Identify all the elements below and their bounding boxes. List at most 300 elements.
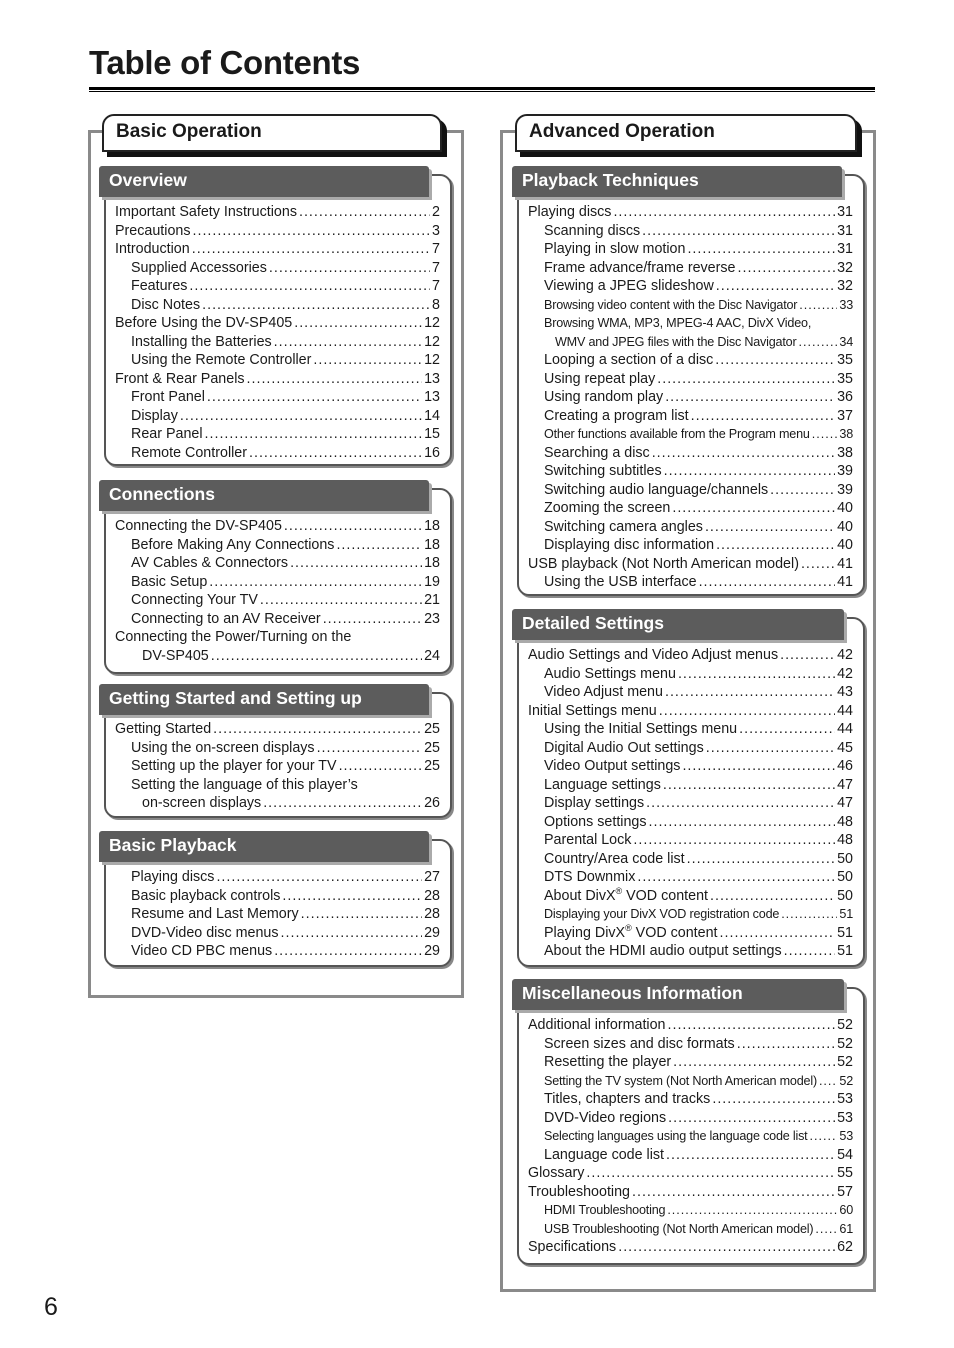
toc-entry-text: Glossary — [528, 1165, 585, 1181]
toc-entry-title — [544, 757, 680, 776]
toc-entry-title — [544, 240, 685, 259]
toc-entry-title — [544, 222, 640, 241]
toc-entry-page: 7 — [432, 259, 440, 276]
toc-entry-page: 43 — [837, 684, 853, 700]
toc-entry-title — [544, 388, 663, 407]
toc-entry — [528, 757, 853, 776]
toc-entry — [115, 573, 440, 592]
title-rule — [89, 87, 875, 92]
toc-entry-page: 19 — [424, 573, 440, 590]
entry-list — [115, 720, 440, 813]
dot-leader — [652, 444, 835, 463]
dot-leader — [263, 794, 422, 813]
toc-entry-page: 47 — [837, 776, 853, 793]
dot-leader — [317, 739, 423, 758]
toc-entry-page: 48 — [837, 813, 853, 830]
toc-entry — [528, 536, 853, 555]
toc-entry-title — [131, 610, 321, 629]
toc-entry-text: Introduction — [115, 241, 190, 257]
toc-entry-page: 45 — [837, 739, 853, 756]
toc-entry — [528, 1183, 853, 1202]
toc-entry — [115, 905, 440, 924]
dot-leader — [812, 425, 838, 444]
toc-entry-page: 25 — [424, 721, 440, 737]
toc-entry-title — [115, 517, 282, 536]
dot-leader — [180, 407, 422, 426]
toc-entry — [528, 1164, 853, 1183]
toc-entry-text: Connecting the DV-SP405 — [115, 518, 282, 534]
toc-entry-title — [131, 444, 247, 463]
toc-entry — [528, 333, 853, 352]
toc-entry — [528, 813, 853, 832]
dot-leader — [666, 1146, 835, 1165]
dot-leader — [678, 665, 835, 684]
toc-entry-title — [544, 776, 661, 795]
toc-entry — [528, 739, 853, 758]
toc-entry-page: 3 — [432, 222, 440, 239]
dot-leader — [336, 536, 422, 555]
toc-entry-text: Playing discs — [131, 869, 215, 885]
dot-leader — [691, 407, 835, 426]
part-label-advanced-operation: Advanced Operation — [515, 114, 857, 152]
toc-entry-page: 57 — [837, 1183, 853, 1200]
toc-entry-title — [544, 444, 650, 463]
toc-entry-title — [544, 296, 797, 315]
toc-entry-title — [544, 665, 676, 684]
dot-leader — [339, 757, 423, 776]
toc-entry-text: Rear Panel — [131, 426, 203, 442]
toc-entry-text: Resetting the player — [544, 1054, 672, 1070]
toc-entry — [528, 1053, 853, 1072]
toc-entry-text: Setting the TV system (Not North American model) — [544, 1073, 817, 1088]
dot-leader — [819, 1072, 837, 1091]
toc-entry-page: 55 — [837, 1165, 853, 1181]
toc-entry-page: 18 — [424, 518, 440, 534]
toc-entry-text: Switching subtitles — [544, 463, 662, 479]
toc-entry-text: Setting up the player for your TV — [131, 758, 337, 774]
toc-entry-text: Searching a disc — [544, 444, 650, 461]
toc-entry-page: 39 — [837, 481, 853, 498]
dot-leader — [299, 203, 430, 222]
toc-entry-page: 50 — [837, 850, 853, 867]
toc-entry-text: Troubleshooting — [528, 1183, 630, 1200]
section-playback-techniques — [512, 166, 865, 596]
toc-entry-text: Supplied Accessories — [131, 259, 267, 276]
toc-entry-text: Important Safety Instructions — [115, 204, 297, 220]
toc-entry — [115, 887, 440, 906]
toc-entry-page: 40 — [837, 537, 853, 553]
toc-entry — [528, 1220, 853, 1239]
toc-entry-page: 27 — [424, 869, 440, 885]
toc-entry-page: 31 — [837, 222, 853, 239]
dot-leader — [739, 720, 835, 739]
toc-entry-title — [131, 591, 258, 610]
toc-entry-page: 42 — [837, 647, 853, 663]
dot-leader — [801, 555, 835, 574]
toc-entry-title — [544, 942, 782, 961]
toc-entry-text: HDMI Troubleshooting — [544, 1203, 666, 1217]
dot-leader — [274, 942, 422, 961]
toc-entry-text: Playing in slow motion — [544, 241, 686, 257]
toc-entry-page: 46 — [837, 758, 853, 774]
toc-entry-text: Video CD PBC menus — [131, 943, 273, 959]
dot-leader — [649, 813, 836, 832]
toc-entry-title — [131, 573, 207, 592]
toc-entry-title — [544, 259, 736, 278]
toc-entry — [528, 1127, 853, 1146]
toc-entry-text: Other functions available from the Program menu — [544, 427, 810, 441]
toc-entry-title — [528, 702, 657, 721]
toc-entry — [115, 222, 440, 241]
toc-entry-page: 53 — [837, 1109, 853, 1126]
dot-leader — [687, 850, 835, 869]
toc-entry-title — [131, 296, 200, 315]
toc-entry — [528, 702, 853, 721]
toc-entry-title — [528, 555, 799, 574]
toc-entry — [115, 610, 440, 629]
toc-entry-text: Video Adjust menu — [544, 684, 663, 700]
toc-entry — [115, 333, 440, 352]
toc-entry-text: Language code list — [544, 1146, 665, 1163]
toc-entry-page: 41 — [837, 574, 853, 590]
toc-entry-page: 39 — [837, 463, 853, 479]
dot-leader — [665, 388, 835, 407]
toc-entry-page: 23 — [424, 610, 440, 627]
toc-entry-page: 41 — [837, 555, 853, 572]
toc-entry — [115, 794, 440, 813]
toc-entry-text: Zooming the screen — [544, 500, 671, 516]
toc-entry-text: Features — [131, 278, 188, 294]
toc-entry-title — [544, 1201, 665, 1220]
toc-entry-text: Connecting the Power/Turning on the — [115, 629, 352, 645]
dot-leader — [668, 1109, 835, 1128]
toc-entry-title — [544, 1127, 807, 1146]
toc-entry-text: on-screen displays — [142, 795, 262, 811]
toc-entry — [528, 203, 853, 222]
toc-entry — [528, 683, 853, 702]
toc-entry-page: 38 — [837, 444, 853, 461]
toc-entry-text: Browsing video content with the Disc Navigator — [544, 297, 798, 312]
toc-entry-text: Connecting to an AV Receiver — [131, 610, 321, 627]
toc-entry-page: 13 — [424, 370, 440, 387]
dot-leader — [809, 1127, 837, 1146]
toc-entry-text: Display — [131, 407, 178, 424]
dot-leader — [705, 518, 835, 537]
toc-entry-title — [142, 794, 261, 813]
dot-leader — [637, 868, 835, 887]
toc-entry-text: Disc Notes — [131, 296, 201, 313]
toc-entry-title — [544, 1109, 666, 1128]
toc-entry-text: Frame advance/frame reverse — [544, 259, 736, 276]
dot-leader — [216, 868, 422, 887]
toc-entry-text: USB playback (Not North American model) — [528, 555, 799, 572]
toc-entry-text: Basic playback controls — [131, 887, 281, 904]
toc-entry-text: DVD-Video regions — [544, 1109, 667, 1126]
toc-entry-page: 14 — [424, 407, 440, 424]
toc-entry-page: 51 — [837, 943, 853, 959]
toc-entry — [528, 555, 853, 574]
toc-entry-page: 21 — [424, 592, 440, 608]
dot-leader — [738, 259, 836, 278]
toc-entry — [115, 259, 440, 278]
toc-entry-page: 35 — [837, 370, 853, 387]
toc-entry-text: Displaying your DivX VOD registration code — [544, 907, 780, 921]
toc-entry-title — [544, 536, 714, 555]
section-tab-miscellaneous: Miscellaneous Information — [512, 979, 844, 1010]
toc-entry-title — [544, 1035, 735, 1054]
dot-leader — [716, 536, 835, 555]
toc-entry-title — [544, 720, 737, 739]
toc-entry — [528, 277, 853, 296]
toc-entry — [528, 222, 853, 241]
toc-entry — [528, 1146, 853, 1165]
toc-entry-title — [131, 333, 272, 352]
toc-entry-text: Creating a program list — [544, 407, 689, 424]
toc-entry-page: 13 — [424, 389, 440, 405]
toc-entry-page: 24 — [424, 647, 440, 664]
toc-entry-title — [115, 720, 211, 739]
dot-leader — [209, 573, 422, 592]
toc-entry-page: 36 — [837, 389, 853, 405]
toc-entry-title — [115, 370, 245, 389]
toc-entry — [528, 868, 853, 887]
toc-entry — [115, 776, 440, 795]
toc-entry-text: WMV and JPEG files with the Disc Navigator — [555, 334, 797, 349]
section-detailed-settings — [512, 609, 865, 967]
dot-leader — [193, 222, 431, 241]
toc-entry — [528, 1072, 853, 1091]
entry-list — [115, 203, 440, 462]
toc-entry — [528, 444, 853, 463]
toc-entry-text: Using repeat play — [544, 370, 656, 387]
dot-leader — [659, 702, 835, 721]
toc-entry-page: 35 — [837, 352, 853, 368]
toc-entry-title — [115, 240, 190, 259]
toc-entry-text: Using the Initial Settings menu — [544, 721, 738, 737]
dot-leader — [260, 591, 422, 610]
toc-entry — [528, 481, 853, 500]
dot-leader — [247, 370, 423, 389]
dot-leader — [313, 351, 422, 370]
toc-entry-text: Using the USB interface — [544, 574, 697, 590]
section-tab-detailed-settings: Detailed Settings — [512, 609, 844, 640]
registered-mark: ® — [625, 922, 632, 933]
toc-entry-text: AV Cables & Connectors — [131, 555, 289, 571]
dot-leader — [323, 610, 422, 629]
toc-entry-title — [544, 1146, 664, 1165]
toc-entry-page: 53 — [837, 1091, 853, 1107]
toc-entry-title — [544, 850, 685, 869]
toc-entry-text: Display settings — [544, 795, 645, 811]
toc-entry — [528, 462, 853, 481]
toc-entry — [115, 277, 440, 296]
toc-entry — [115, 425, 440, 444]
toc-entry-page: 18 — [424, 536, 440, 553]
toc-entry-text: Audio Settings and Video Adjust menus — [528, 647, 779, 663]
toc-entry-text: Initial Settings menu — [528, 702, 657, 719]
toc-entry-text: Specifications — [528, 1239, 617, 1255]
toc-entry — [528, 1109, 853, 1128]
toc-entry-text: Playing DivX — [544, 924, 626, 941]
toc-entry — [528, 905, 853, 924]
dot-leader — [613, 203, 835, 222]
dot-leader — [301, 905, 422, 924]
toc-entry — [528, 370, 853, 389]
toc-entry-title — [115, 203, 297, 222]
toc-entry — [115, 720, 440, 739]
dot-leader — [663, 776, 835, 795]
toc-entry-page: 50 — [837, 869, 853, 885]
toc-entry-text: Remote Controller — [131, 444, 248, 461]
section-tab-getting-started: Getting Started and Setting up — [99, 684, 429, 715]
toc-entry-page: 28 — [424, 906, 440, 922]
toc-entry-title — [131, 905, 299, 924]
toc-entry-title — [131, 388, 205, 407]
toc-entry-title — [528, 1238, 616, 1257]
toc-entry — [115, 739, 440, 758]
toc-entry-page: 52 — [839, 1073, 853, 1088]
toc-entry-title — [131, 351, 311, 370]
dot-leader — [202, 296, 430, 315]
toc-entry-text: About DivX — [544, 887, 616, 904]
toc-entry-title — [528, 203, 611, 222]
dot-leader — [673, 1053, 835, 1072]
toc-entry — [528, 351, 853, 370]
toc-entry-text: Front & Rear Panels — [115, 370, 245, 387]
toc-entry-page: 34 — [839, 334, 853, 349]
section-tab-overview: Overview — [99, 166, 429, 197]
toc-entry-text-cont: VOD content — [622, 887, 708, 904]
toc-entry-page: 16 — [424, 444, 440, 461]
toc-entry-title — [131, 887, 280, 906]
toc-entry-page: 44 — [837, 702, 853, 719]
toc-entry — [115, 628, 440, 647]
toc-entry-title — [544, 887, 708, 906]
dot-leader — [699, 573, 836, 592]
toc-entry-page: 28 — [424, 887, 440, 904]
dot-leader — [798, 333, 837, 352]
toc-entry-title — [544, 481, 768, 500]
toc-entry-title — [544, 425, 810, 444]
toc-entry-page: 26 — [424, 795, 440, 811]
toc-entry-text: Front Panel — [131, 389, 205, 405]
toc-entry-text: Parental Lock — [544, 832, 632, 848]
toc-entry-page: 32 — [837, 259, 853, 276]
toc-entry-title — [131, 554, 288, 573]
toc-entry-page: 8 — [432, 296, 440, 313]
section-miscellaneous — [512, 979, 865, 1265]
dot-leader — [282, 887, 422, 906]
toc-entry-title — [131, 924, 279, 943]
toc-entry-page: 37 — [837, 407, 853, 424]
dot-leader — [799, 296, 837, 315]
dot-leader — [664, 462, 835, 481]
toc-entry-page: 7 — [432, 241, 440, 257]
toc-entry-text: DV-SP405 — [142, 647, 209, 664]
toc-entry — [115, 314, 440, 333]
toc-entry-text: About the HDMI audio output settings — [544, 943, 782, 959]
toc-entry-title — [544, 683, 663, 702]
dot-leader — [207, 388, 422, 407]
toc-entry-text: Switching audio language/channels — [544, 481, 769, 498]
toc-entry-text: Setting the language of this player’s — [131, 776, 358, 793]
toc-entry-title — [544, 831, 631, 850]
toc-entry-page: 40 — [837, 518, 853, 535]
toc-entry-text: Additional information — [528, 1017, 666, 1033]
dot-leader — [281, 924, 423, 943]
toc-entry-page: 62 — [837, 1239, 853, 1255]
toc-entry-page: 31 — [837, 204, 853, 220]
toc-entry-text: Video Output settings — [544, 758, 681, 774]
toc-entry-text: Scanning discs — [544, 222, 641, 239]
toc-entry-title — [131, 739, 315, 758]
toc-entry-title — [544, 1090, 710, 1109]
part-label-basic-operation: Basic Operation — [102, 114, 442, 152]
toc-entry-text: Titles, chapters and tracks — [544, 1091, 711, 1107]
toc-entry-page: 32 — [837, 278, 853, 294]
toc-entry-title — [544, 868, 635, 887]
toc-entry — [528, 665, 853, 684]
toc-entry — [115, 591, 440, 610]
toc-entry-page: 47 — [837, 795, 853, 811]
dot-leader — [633, 831, 835, 850]
toc-entry-title — [544, 407, 689, 426]
toc-entry-text: Playing discs — [528, 204, 612, 220]
dot-leader — [665, 683, 835, 702]
toc-entry-title — [131, 259, 267, 278]
toc-entry — [115, 240, 440, 259]
toc-entry-page: 51 — [837, 924, 853, 941]
dot-leader — [780, 646, 835, 665]
toc-entry-title — [142, 647, 209, 666]
toc-entry-page: 40 — [837, 500, 853, 516]
toc-entry-title — [115, 222, 191, 241]
toc-entry-text: Viewing a JPEG slideshow — [544, 278, 714, 294]
page-title: Table of Contents — [89, 44, 361, 81]
toc-entry-text: Before Using the DV-SP405 — [115, 315, 293, 331]
toc-entry — [115, 517, 440, 536]
dot-leader — [211, 647, 422, 666]
toc-entry-page: 52 — [837, 1017, 853, 1033]
toc-entry-page: 60 — [839, 1203, 853, 1217]
dot-leader — [274, 333, 422, 352]
dot-leader — [716, 277, 835, 296]
toc-entry-page: 29 — [424, 943, 440, 959]
page-number: 6 — [44, 1293, 58, 1321]
dot-leader — [770, 481, 835, 500]
toc-entry — [528, 573, 853, 592]
toc-entry-text: Displaying disc information — [544, 537, 715, 553]
toc-entry — [115, 370, 440, 389]
toc-entry-text: Browsing WMA, MP3, MPEG-4 AAC, DivX Video, — [544, 316, 812, 330]
toc-entry — [115, 554, 440, 573]
toc-entry — [528, 240, 853, 259]
toc-entry-text: Digital Audio Out settings — [544, 739, 704, 756]
toc-entry-page: 52 — [837, 1035, 853, 1052]
dot-leader — [213, 720, 422, 739]
toc-entry — [115, 351, 440, 370]
toc-entry-title — [131, 407, 178, 426]
toc-entry-text: DVD-Video disc menus — [131, 924, 279, 941]
dot-leader — [672, 499, 835, 518]
toc-entry-title — [544, 499, 670, 518]
toc-entry-page: 2 — [432, 204, 440, 220]
toc-entry-text: USB Troubleshooting (Not North American model) — [544, 1221, 814, 1236]
registered-mark: ® — [615, 885, 623, 896]
toc-entry-title — [131, 942, 272, 961]
toc-entry-page: 54 — [837, 1146, 853, 1163]
toc-entry-page: 12 — [424, 333, 440, 350]
